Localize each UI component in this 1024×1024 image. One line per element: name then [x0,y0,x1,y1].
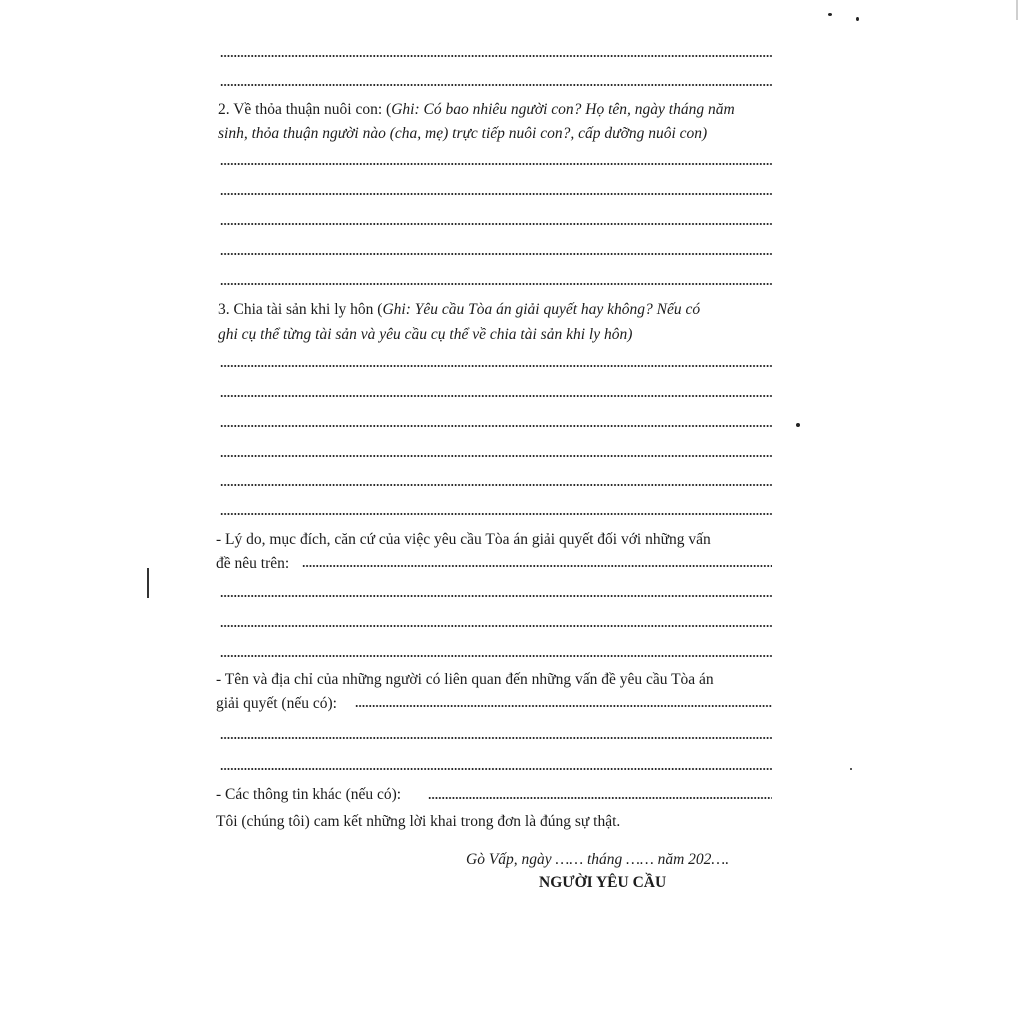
scan-speck [796,423,800,427]
blank-line [355,705,772,707]
blank-line [220,455,772,457]
blank-line [220,655,772,657]
section3-heading-note: Ghi: Yêu cầu Tòa án giải quyết hay không? Nếu có [382,301,701,318]
section3-heading-note-line2: ghi cụ thể từng tài sản và yêu cầu cụ thể về chia tài sản khi ly hôn) [218,326,633,343]
blank-line [220,163,772,165]
blank-line [220,223,772,225]
blank-line [220,365,772,367]
blank-line [220,625,772,627]
reason-line2: đề nêu trên: [216,555,290,572]
scan-speck [828,13,832,16]
scan-speck [850,768,852,770]
commitment-statement: Tôi (chúng tôi) cam kết những lời khai trong đơn là đúng sự thật. [216,813,621,830]
section2-heading-note-line2: sinh, thỏa thuận người nào (cha, mẹ) trực tiếp nuôi con?, cấp dưỡng nuôi con) [218,125,708,142]
blank-line [220,84,772,86]
other-info-label: - Các thông tin khác (nếu có): [216,786,402,803]
blank-line [220,768,772,770]
reason-line1: - Lý do, mục đích, căn cứ của việc yêu cầu Tòa án giải quyết đối với những vấn [216,531,711,548]
related-people-line2: giải quyết (nếu có): [216,695,337,712]
section3-heading-plain: 3. Chia tài sản khi ly hôn ( [218,301,383,318]
blank-line [220,484,772,486]
blank-line [220,283,772,285]
blank-line [220,253,772,255]
section2-heading-plain: 2. Về thỏa thuận nuôi con: ( [218,101,392,118]
blank-line [428,797,772,799]
section3-heading [218,300,700,320]
section2-heading [218,100,735,120]
signature-title: NGƯỜI YÊU CẦU [539,874,667,891]
blank-line [220,595,772,597]
section2-heading-note: Ghi: Có bao nhiêu người con? Họ tên, ngày tháng năm [391,101,735,118]
scan-mark [147,568,149,598]
related-people-line1: - Tên và địa chỉ của những người có liên quan đến những vấn đề yêu cầu Tòa án [216,671,714,688]
blank-line [220,395,772,397]
blank-line [302,565,772,567]
scan-speck [856,17,859,21]
blank-line [220,513,772,515]
blank-line [220,425,772,427]
blank-line [220,193,772,195]
blank-line [220,737,772,739]
blank-line [220,55,772,57]
scan-edge [1016,0,1018,20]
place-date: Gò Vấp, ngày …… tháng …… năm 202…. [466,851,730,868]
